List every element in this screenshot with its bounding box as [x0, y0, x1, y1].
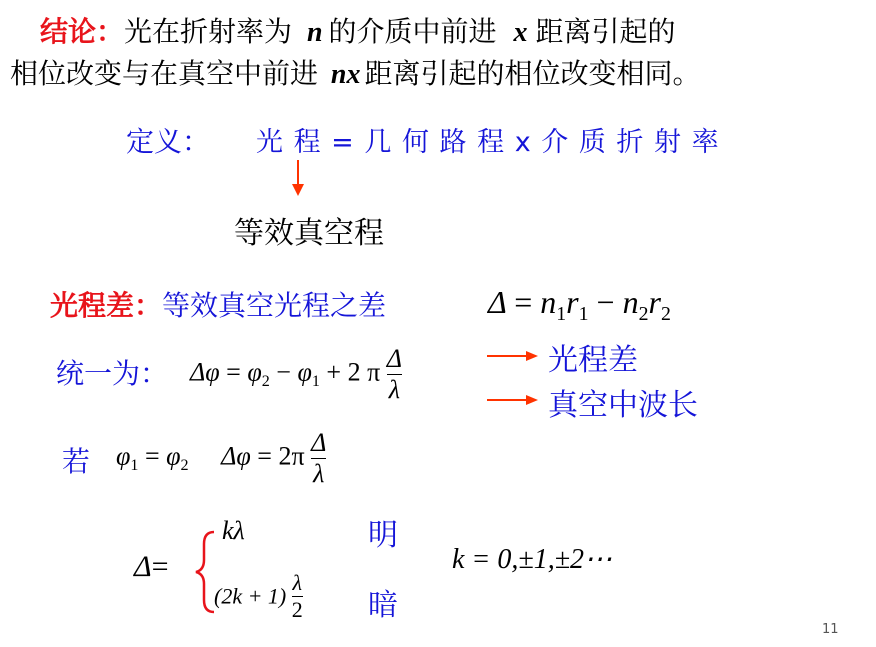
- var-x: x: [513, 17, 528, 48]
- var-nx: nx: [330, 59, 361, 90]
- unified-formula: $\Delta\varphi = \varphi_2 - \varphi_1 + 2$ π $\frac{\Delta}{\lambda}$: [190, 344, 402, 404]
- r2: r: [648, 284, 661, 320]
- fraction-delta-lambda: $\frac{\Delta}{\lambda}$: [386, 344, 402, 404]
- n2: n: [622, 284, 639, 320]
- equivalent-vacuum-path: 等效真空程: [234, 216, 384, 251]
- unified-label: 统一为：: [56, 357, 169, 390]
- conclusion-text-a: 光在折射率为: [124, 15, 293, 48]
- conclusion-label: 结论：: [40, 15, 125, 48]
- definition-label: 定义：: [126, 125, 211, 158]
- minus-sign: −: [596, 284, 615, 320]
- equals-sign: =: [514, 284, 533, 320]
- definition-formula: 光 程 = 几 何 路 程 x 介 质 折 射 率: [256, 127, 720, 158]
- n1: n: [540, 284, 557, 320]
- fraction-lambda-2: $\frac{\lambda}{2}$: [291, 570, 303, 622]
- conclusion-text-c: 距离引起的: [535, 15, 676, 48]
- path-diff-formula: $\Delta = n_1r_1 - n_2r_2$: [488, 284, 671, 325]
- arrow-label-vacuum-wavelength: 真空中波长: [548, 388, 698, 423]
- dark-expr: (2k + 1) $\frac{\lambda}{2}$: [214, 570, 303, 622]
- right-arrow-2-head-icon: [526, 395, 538, 405]
- arrow-label-path-diff: 光程差: [548, 343, 638, 378]
- k-values: k = 0,±1,±2⋯: [452, 544, 613, 575]
- bright-expr: kλ: [222, 516, 245, 545]
- delta-symbol: Δ: [488, 284, 507, 320]
- page-number: 11: [822, 622, 839, 637]
- conclusion-text-d: 相位改变与在真空中前进: [10, 57, 319, 90]
- fraction-delta-lambda-2: $\frac{\Delta}{\lambda}$: [311, 428, 327, 488]
- cases-lhs: Δ=: [134, 550, 169, 583]
- path-diff-text: 等效真空光程之差: [162, 289, 387, 322]
- brace-icon: [196, 532, 214, 612]
- path-diff-line: [50, 284, 386, 324]
- bright-label: 明: [368, 518, 398, 553]
- conclusion-text-e: 距离引起的相位改变相同。: [364, 57, 701, 90]
- if-label: 若: [62, 445, 91, 478]
- r1: r: [566, 284, 579, 320]
- if-formula: $\varphi_1 = \varphi_2$ Δφ = 2π $\frac{\Delta}{\lambda}$: [116, 428, 327, 488]
- right-arrow-1-head-icon: [526, 351, 538, 361]
- dark-label: 暗: [368, 588, 398, 623]
- var-n: n: [306, 17, 323, 48]
- path-diff-label: 光程差：: [50, 289, 163, 322]
- conclusion-text-b: 的介质中前进: [328, 15, 497, 48]
- down-arrow-head-icon: [292, 184, 304, 196]
